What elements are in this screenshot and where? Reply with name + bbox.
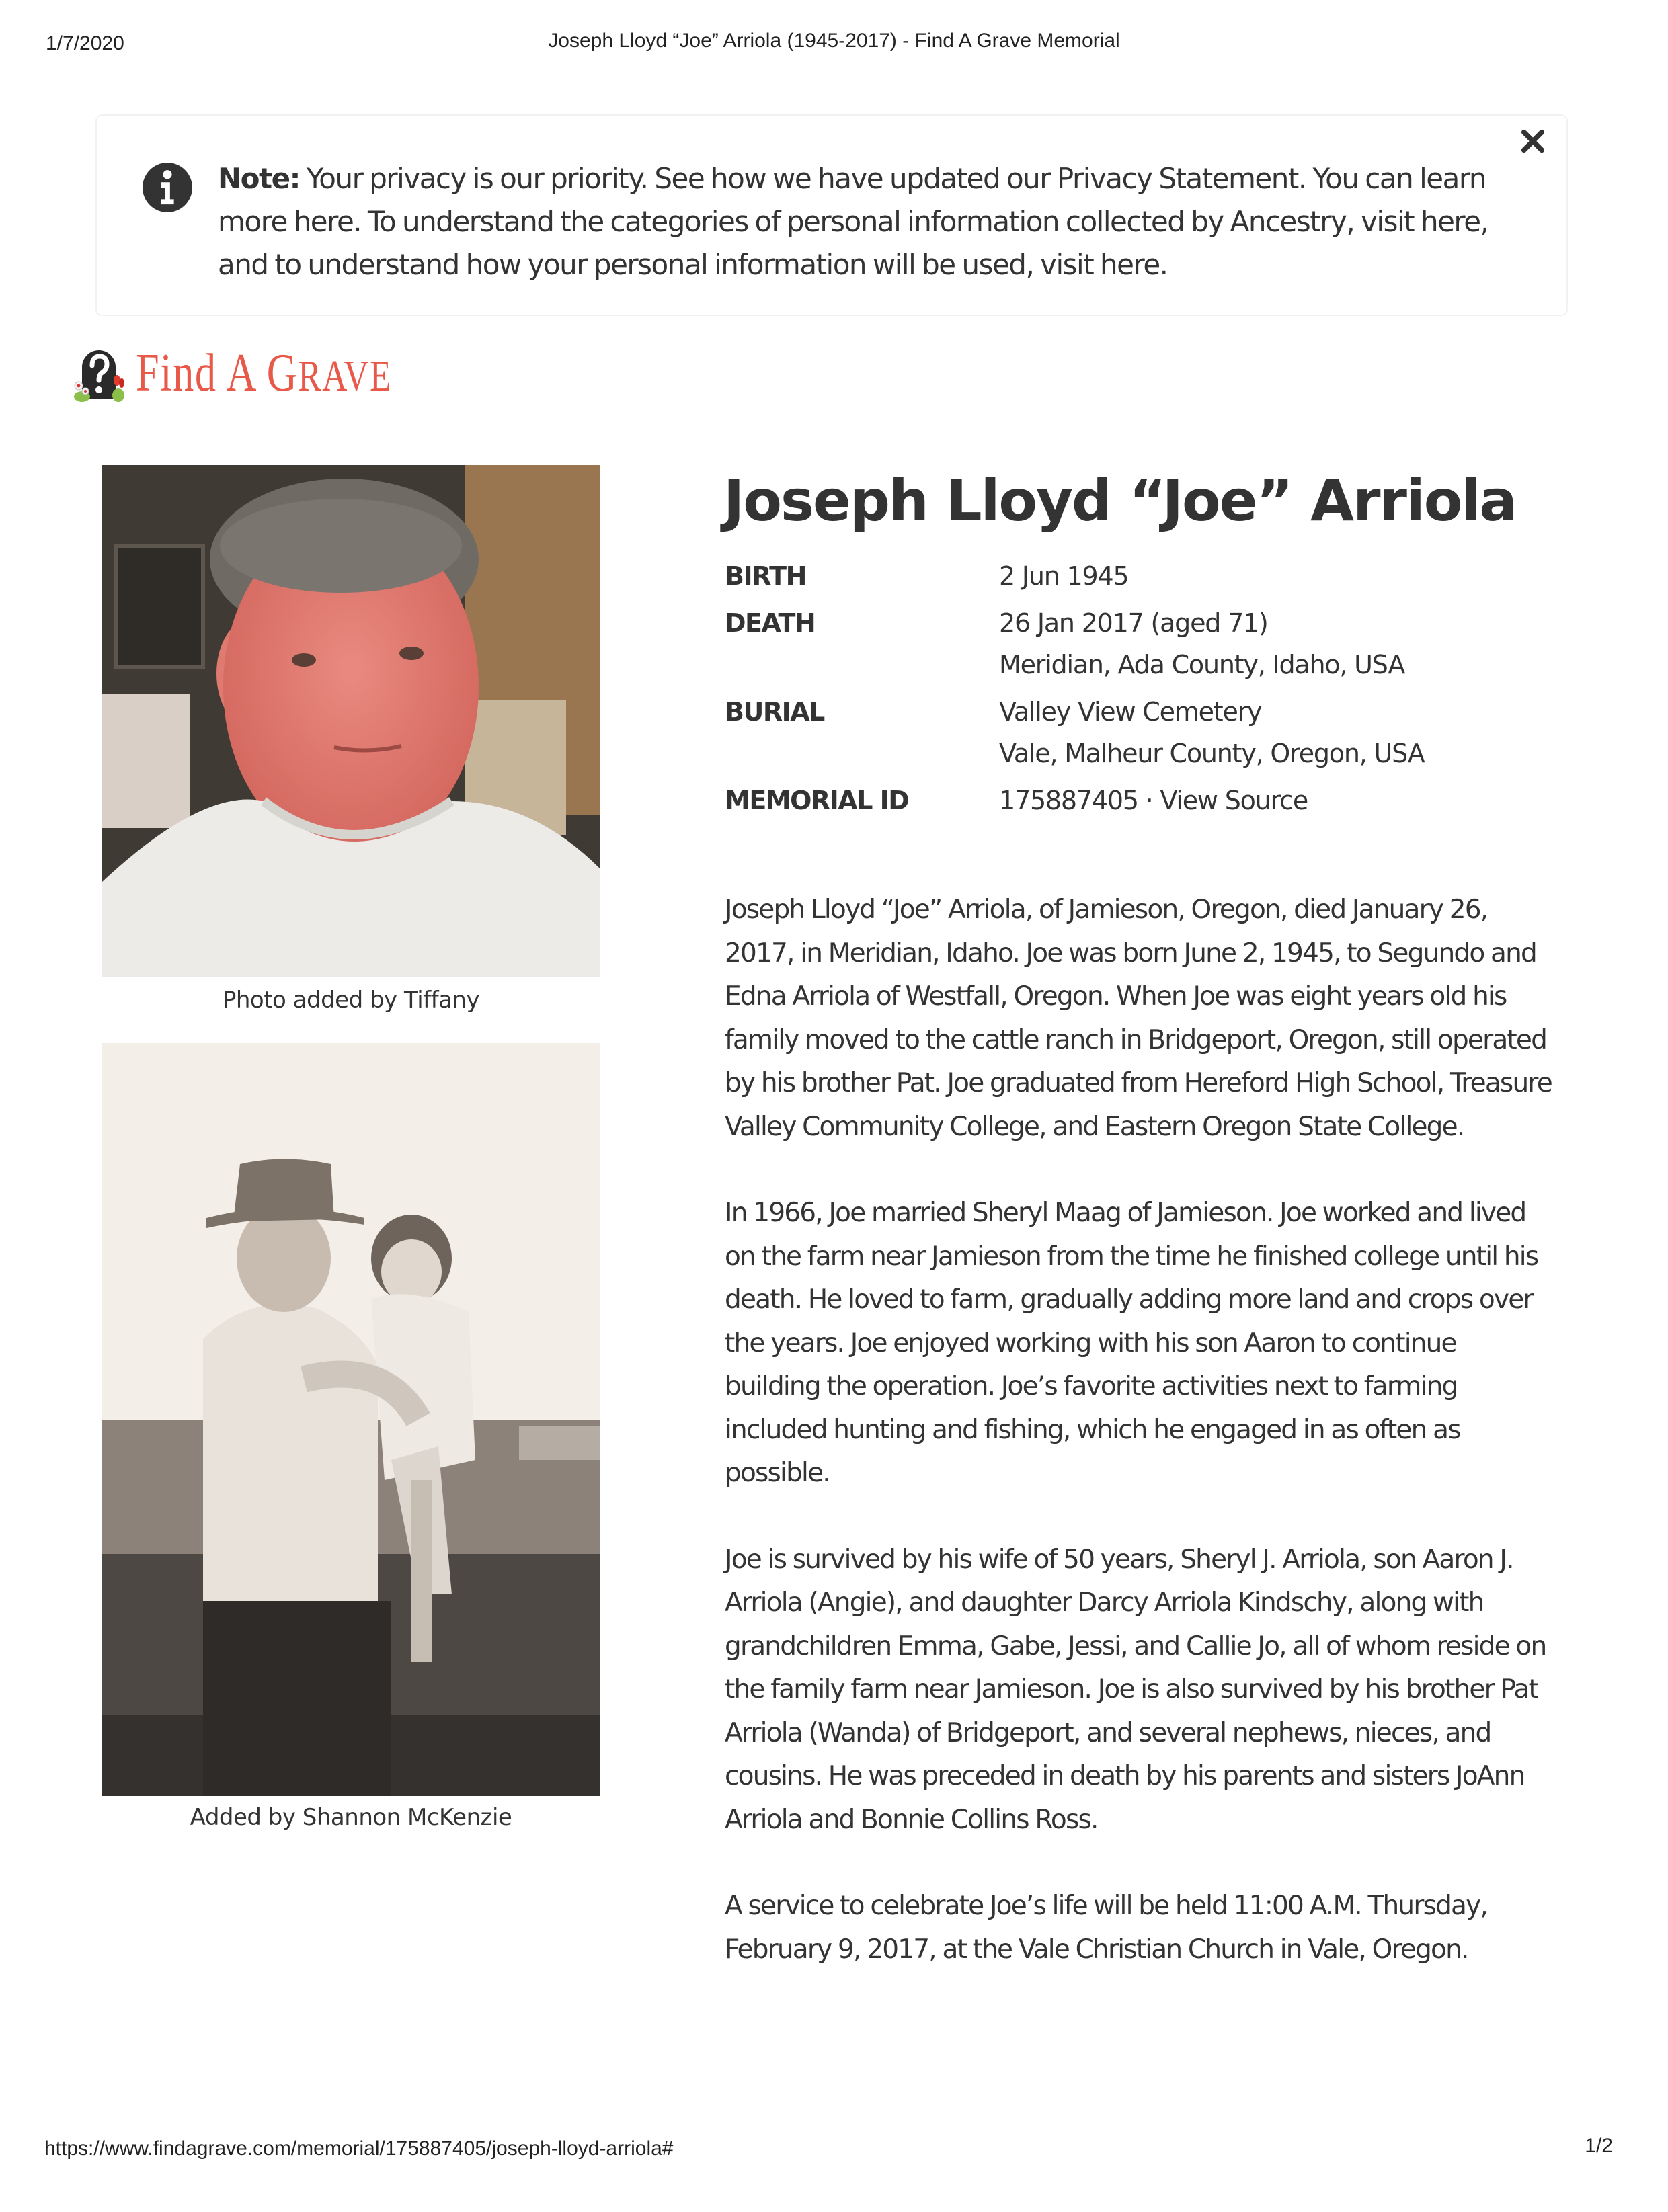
print-page-title: Joseph Lloyd “Joe” Arriola (1945-2017) - Find A Grave Memorial <box>548 30 1120 52</box>
bio-paragraph: Joseph Lloyd “Joe” Arriola, of Jamieson, Oregon, died January 26, 2017, in Meridian, Idaho. Joe was born June 2, 1945, to Segundo and Edna Arriola of Westfall, Oregon. When Joe was eight years old his family moved to the cattle ranch in Bridgeport, Oregon, still operated by his brother Pat. Joe graduated from Hereford High School, Treasure Valley Community College, and Eastern Oregon State College. <box>725 895 1552 1142</box>
separator-dot: · <box>1138 786 1160 815</box>
memorial-name: Joseph Lloyd “Joe” Arriola <box>723 468 1516 534</box>
question-mark-flowers-icon <box>73 343 125 403</box>
bio-paragraph: In 1966, Joe married Sheryl Maag of Jamieson. Joe worked and lived on the farm near Jamieson from the time he finished college until his death. He loved to farm, gradually adding more land and crops over the years. Joe enjoyed working with his son Aaron to continue building the operation. Joe’s favorite activities next to farming included hunting and fishing, which he engaged in as often as possible. <box>725 1198 1538 1488</box>
print-page-number: 1/2 <box>1585 2135 1613 2157</box>
privacy-notice-text <box>218 157 1515 286</box>
privacy-notice-banner <box>95 114 1568 316</box>
death-date: 26 Jan 2017 (aged 71) <box>999 608 1268 638</box>
burial-value <box>999 691 1552 774</box>
death-place[interactable]: Meridian, Ada County, Idaho, USA <box>999 650 1405 680</box>
birth-label: BIRTH <box>725 561 806 591</box>
photo-caption-vintage: Added by Shannon McKenzie <box>190 1804 512 1831</box>
notice-message[interactable]: Your privacy is our priority. See how we have updated our Privacy Statement. You can learn more here. To understand the categories of personal information collected by Ancestry, visit here, and to understand how your personal information will be used, visit here. <box>218 162 1488 281</box>
memorial-main <box>725 464 1552 2014</box>
burial-label: BURIAL <box>725 697 824 727</box>
find-a-grave-logo[interactable] <box>73 343 465 403</box>
logo-wordmark: Find A GRAVE <box>136 343 393 403</box>
burial-place[interactable]: Vale, Malheur County, Oregon, USA <box>999 739 1425 768</box>
memorial-facts <box>725 555 1552 821</box>
birth-value <box>999 555 1552 597</box>
photo-caption-portrait: Photo added by Tiffany <box>222 987 480 1014</box>
print-url: https://www.findagrave.com/memorial/175887405/joseph-lloyd-arriola# <box>44 2137 674 2160</box>
death-value <box>999 602 1552 686</box>
birth-date: 2 Jun 1945 <box>999 561 1129 591</box>
burial-cemetery-link[interactable]: Valley View Cemetery <box>999 697 1262 727</box>
close-notice-button[interactable] <box>1514 122 1552 160</box>
memorial-photo-vintage[interactable] <box>102 1043 600 1796</box>
memorial-id-value <box>999 780 1552 821</box>
notice-label: Note: <box>218 162 300 195</box>
bio-paragraph: A service to celebrate Joe’s life will be held 11:00 A.M. Thursday, February 9, 2017, at the Vale Christian Church in Vale, Oregon. <box>725 1891 1488 1965</box>
memorial-id: 175887405 <box>999 786 1138 815</box>
memorial-id-label: MEMORIAL ID <box>725 786 909 815</box>
memorial-photo-portrait[interactable] <box>102 465 600 977</box>
bio-paragraph: Joe is survived by his wife of 50 years, Sheryl J. Arriola, son Aaron J. Arriola (Angie), and daughter Darcy Arriola Kindschy, along with grandchildren Emma, Gabe, Jessi, and Callie Jo, all of whom reside on the family farm near Jamieson. Joe is also survived by his brother Pat Arriola (Wanda) of Bridgeport, and several nephews, nieces, and cousins. He was preceded in death by his parents and sisters JoAnn Arriola and Bonnie Collins Ross. <box>725 1544 1546 1835</box>
print-date: 1/7/2020 <box>46 32 124 54</box>
close-icon <box>1520 128 1546 154</box>
view-source-link[interactable]: View Source <box>1160 786 1308 815</box>
memorial-bio <box>725 889 1552 1971</box>
death-label: DEATH <box>725 608 816 638</box>
info-icon <box>143 163 192 212</box>
